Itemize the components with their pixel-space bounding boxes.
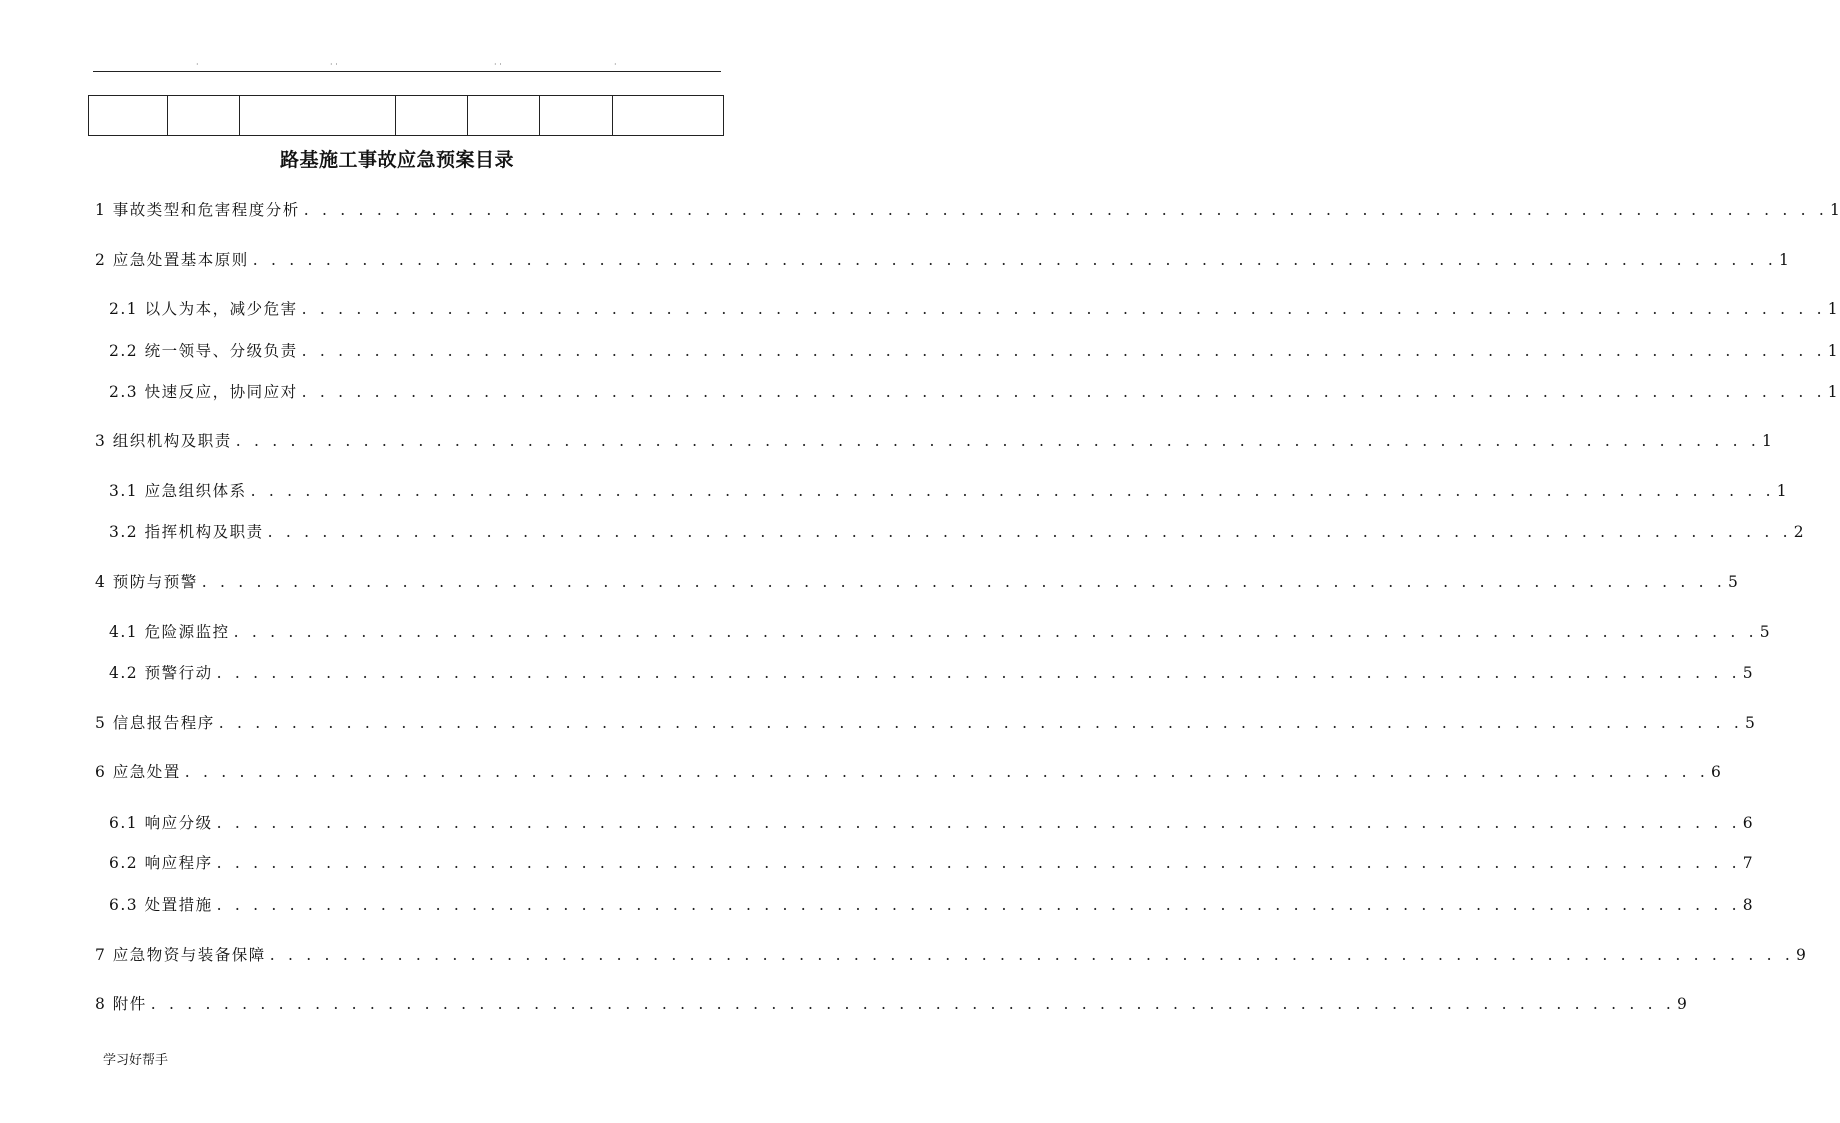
toc-entry-label: 6.1 响应分级 xyxy=(109,814,213,832)
toc-entry-label: 2.3 快速反应，协同应对 xyxy=(109,383,298,401)
toc-dot-leader: . . . . . . . . . . . . . . . . . . . . . . . . . . . . . . . . . . . . . . . . . . . . . . . . . . . . . . . . . . . . . . . . . . . . . . . . . . . . . . . . . . . . xyxy=(218,714,1744,732)
toc-dot-leader: . . . . . . . . . . . . . . . . . . . . . . . . . . . . . . . . . . . . . . . . . . . . . . . . . . . . . . . . . . . . . . . . . . . . . . . . . . . . . . . . . . . . xyxy=(250,482,1775,500)
toc-dot-leader: . . . . . . . . . . . . . . . . . . . . . . . . . . . . . . . . . . . . . . . . . . . . . . . . . . . . . . . . . . . . . . . . . . . . . . . . . . . . . . . . . . . . xyxy=(303,201,1829,219)
toc-dot-leader: . . . . . . . . . . . . . . . . . . . . . . . . . . . . . . . . . . . . . . . . . . . . . . . . . . . . . . . . . . . . . . . . . . . . . . . . . . . . . . . . . . . . xyxy=(216,896,1741,914)
toc-entry-page: 5 xyxy=(1728,573,1738,591)
toc-entry-page: 1 xyxy=(1827,383,1838,401)
toc-dot-leader: . . . . . . . . . . . . . . . . . . . . . . . . . . . . . . . . . . . . . . . . . . . . . . . . . . . . . . . . . . . . . . . . . . . . . . . . . . . . . . . . . . . . xyxy=(235,432,1761,450)
toc-dot-leader: . . . . . . . . . . . . . . . . . . . . . . . . . . . . . . . . . . . . . . . . . . . . . . . . . . . . . . . . . . . . . . . . . . . . . . . . . . . . . . . . . . . . xyxy=(150,995,1676,1013)
toc-entry-page: 1 xyxy=(1827,342,1838,360)
toc-entry-page: 5 xyxy=(1742,664,1753,682)
toc-dot-leader: . . . . . . . . . . . . . . . . . . . . . . . . . . . . . . . . . . . . . . . . . . . . . . . . . . . . . . . . . . . . . . . . . . . . . . . . . . . . . . . . . . . . xyxy=(184,763,1710,781)
toc-entry-label: 3.2 指挥机构及职责 xyxy=(109,523,264,541)
toc-entry[interactable] xyxy=(95,760,1721,782)
toc-dot-leader: . . . . . . . . . . . . . . . . . . . . . . . . . . . . . . . . . . . . . . . . . . . . . . . . . . . . . . . . . . . . . . . . . . . . . . . . . . . . . . . . . . . . xyxy=(252,251,1778,269)
toc-entry-page: 9 xyxy=(1796,946,1806,964)
toc-entry-label: 4.1 危险源监控 xyxy=(109,623,230,641)
toc-entry[interactable] xyxy=(95,198,1840,220)
toc-entry-page: 1 xyxy=(1830,201,1840,219)
toc-entry-label: 2.2 统一领导、分级负责 xyxy=(109,342,298,360)
toc-dot-leader: . . . . . . . . . . . . . . . . . . . . . . . . . . . . . . . . . . . . . . . . . . . . . . . . . . . . . . . . . . . . . . . . . . . . . . . . . . . . . . . . . . . . xyxy=(301,342,1826,360)
toc-entry-label: 8 附件 xyxy=(95,995,147,1013)
toc-entry-page: 2 xyxy=(1793,523,1804,541)
toc-entry-page: 5 xyxy=(1745,714,1755,732)
toc-dot-leader: . . . . . . . . . . . . . . . . . . . . . . . . . . . . . . . . . . . . . . . . . . . . . . . . . . . . . . . . . . . . . . . . . . . . . . . . . . . . . . . . . . . . xyxy=(269,946,1795,964)
toc-entry-label: 3 组织机构及职责 xyxy=(95,432,232,450)
toc-entry[interactable] xyxy=(109,520,1804,542)
toc-entry-page: 9 xyxy=(1677,995,1687,1013)
toc-entry-label: 6.3 处置措施 xyxy=(109,896,213,914)
toc-entry-label: 7 应急物资与装备保障 xyxy=(95,946,266,964)
toc-entry[interactable] xyxy=(95,248,1789,270)
toc-entry-page: 8 xyxy=(1742,896,1753,914)
toc-dot-leader: . . . . . . . . . . . . . . . . . . . . . . . . . . . . . . . . . . . . . . . . . . . . . . . . . . . . . . . . . . . . . . . . . . . . . . . . . . . . . . . . . . . . xyxy=(216,664,1741,682)
toc-entry-label: 2.1 以人为本，减少危害 xyxy=(109,300,298,318)
toc-entry[interactable] xyxy=(95,992,1687,1014)
toc-entry-page: 1 xyxy=(1762,432,1772,450)
toc-entry[interactable] xyxy=(109,297,1838,319)
toc-entry-label: 3.1 应急组织体系 xyxy=(109,482,247,500)
toc-entry-page: 1 xyxy=(1779,251,1789,269)
toc-entry-label: 6.2 响应程序 xyxy=(109,854,213,872)
toc-dot-leader: . . . . . . . . . . . . . . . . . . . . . . . . . . . . . . . . . . . . . . . . . . . . . . . . . . . . . . . . . . . . . . . . . . . . . . . . . . . . . . . . . . . . xyxy=(201,573,1727,591)
toc-entry[interactable] xyxy=(109,811,1753,833)
toc-entry[interactable] xyxy=(109,479,1787,501)
header-mark: · · xyxy=(330,60,338,69)
header-mark: · xyxy=(614,60,617,69)
toc-entry[interactable] xyxy=(95,570,1738,592)
toc-entry[interactable] xyxy=(109,380,1838,402)
footer-text: 学习好帮手 xyxy=(103,1053,169,1068)
toc-entry-page: 1 xyxy=(1776,482,1787,500)
toc-entry-page: 1 xyxy=(1827,300,1838,318)
toc-entry-label: 5 信息报告程序 xyxy=(95,714,215,732)
toc-entry-page: 6 xyxy=(1742,814,1753,832)
toc-entry-label: 1 事故类型和危害程度分析 xyxy=(95,201,300,219)
header-mark: · · xyxy=(494,60,502,69)
toc-entry[interactable] xyxy=(109,851,1753,873)
toc-entry-label: 4.2 预警行动 xyxy=(109,664,213,682)
toc-entry-label: 6 应急处置 xyxy=(95,763,181,781)
toc-dot-leader: . . . . . . . . . . . . . . . . . . . . . . . . . . . . . . . . . . . . . . . . . . . . . . . . . . . . . . . . . . . . . . . . . . . . . . . . . . . . . . . . . . . . xyxy=(216,814,1741,832)
toc-entry[interactable] xyxy=(109,620,1770,642)
toc-dot-leader: . . . . . . . . . . . . . . . . . . . . . . . . . . . . . . . . . . . . . . . . . . . . . . . . . . . . . . . . . . . . . . . . . . . . . . . . . . . . . . . . . . . . xyxy=(301,383,1826,401)
toc-dot-leader: . . . . . . . . . . . . . . . . . . . . . . . . . . . . . . . . . . . . . . . . . . . . . . . . . . . . . . . . . . . . . . . . . . . . . . . . . . . . . . . . . . . . xyxy=(267,523,1792,541)
toc-entry[interactable] xyxy=(109,893,1753,915)
toc-entry-label: 2 应急处置基本原则 xyxy=(95,251,249,269)
header-mark: · xyxy=(196,60,199,69)
toc-entry[interactable] xyxy=(109,339,1838,361)
toc-dot-leader: . . . . . . . . . . . . . . . . . . . . . . . . . . . . . . . . . . . . . . . . . . . . . . . . . . . . . . . . . . . . . . . . . . . . . . . . . . . . . . . . . . . . xyxy=(301,300,1826,318)
toc-dot-leader: . . . . . . . . . . . . . . . . . . . . . . . . . . . . . . . . . . . . . . . . . . . . . . . . . . . . . . . . . . . . . . . . . . . . . . . . . . . . . . . . . . . . xyxy=(216,854,1741,872)
toc-dot-leader: . . . . . . . . . . . . . . . . . . . . . . . . . . . . . . . . . . . . . . . . . . . . . . . . . . . . . . . . . . . . . . . . . . . . . . . . . . . . . . . . . . . . xyxy=(233,623,1758,641)
toc-entry-label: 4 预防与预警 xyxy=(95,573,198,591)
toc-entry[interactable] xyxy=(95,711,1755,733)
toc-entry-page: 6 xyxy=(1711,763,1721,781)
toc-entry-page: 5 xyxy=(1759,623,1770,641)
toc-entry-page: 7 xyxy=(1742,854,1753,872)
toc-entry[interactable] xyxy=(109,661,1753,683)
page-title: 路基施工事故应急预案目录 xyxy=(279,149,514,171)
toc-entry[interactable] xyxy=(95,943,1806,965)
toc-entry[interactable] xyxy=(95,429,1772,451)
